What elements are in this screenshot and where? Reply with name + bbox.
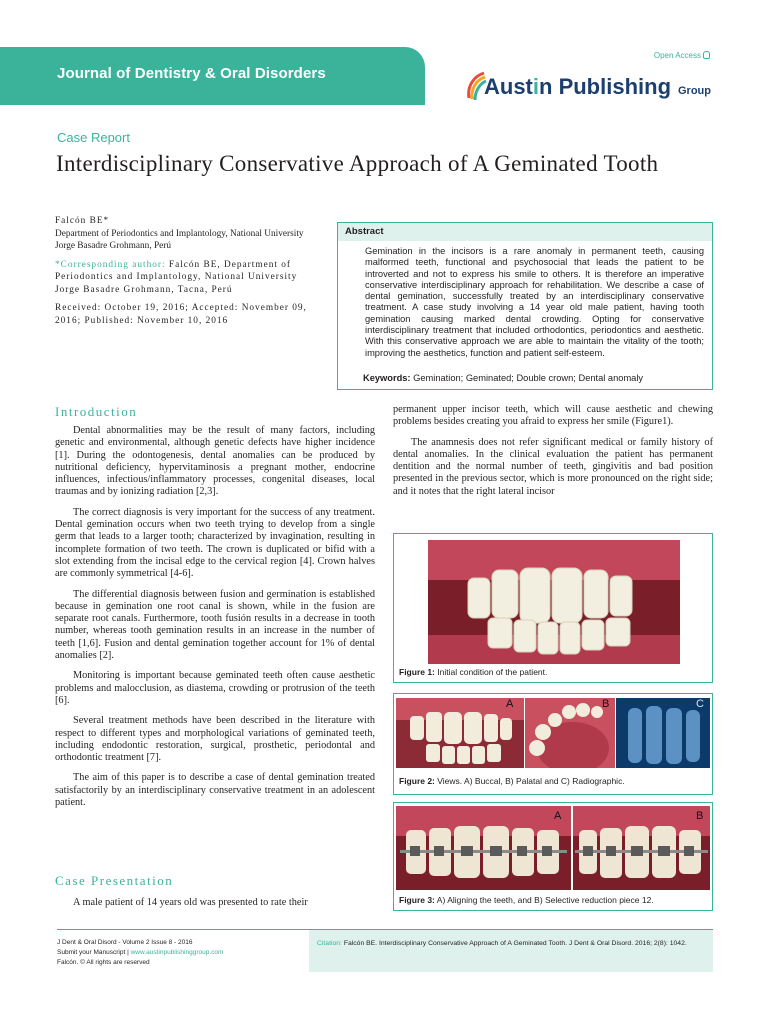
figure-3 <box>393 802 713 911</box>
figure-3-aligning-photo <box>396 806 571 890</box>
figure-1-photo <box>428 540 680 664</box>
paragraph: The aim of this paper is to describe a case of dental gemination treated satisfactorily by an interdisciplinary conservative treatment in an adolescent patient. <box>55 772 375 809</box>
figure-3-caption: Figure 3: A) Aligning the teeth, and B) Selective reduction piece 12. <box>399 895 654 905</box>
paragraph: permanent upper incisor teeth, which will cause aesthetic and chewing problems besides creating you afraid to express her smile (Figure1). <box>393 404 713 428</box>
left-column <box>55 425 375 817</box>
open-lock-icon <box>703 51 710 59</box>
figure-1 <box>393 533 713 683</box>
right-column <box>393 404 713 506</box>
footer-journal-info <box>57 938 309 968</box>
article-title: Interdisciplinary Conservative Approach of A Geminated Tooth <box>56 151 659 176</box>
footer-submit: Submit your Manuscript | www.austinpublishinggroup.com <box>57 949 224 956</box>
submit-url-link[interactable]: www.austinpublishinggroup.com <box>130 949 224 956</box>
figure-3-reduction-photo <box>573 806 710 890</box>
footer-copyright: Falcón. © All rights are reserved <box>57 959 150 966</box>
figure-2-caption: Figure 2: Views. A) Buccal, B) Palatal and C) Radiographic. <box>399 776 625 786</box>
keywords: Keywords: Gemination; Geminated; Double crown; Dental anomaly <box>363 373 644 383</box>
journal-name: Journal of Dentistry & Oral Disorders <box>57 65 326 82</box>
publisher-name: Austin Publishing <box>484 74 672 99</box>
paragraph: Monitoring is important because geminated teeth often cause aesthetic problems and malocclusion, as diastema, crowding or protrusion of the teeth [6]. <box>55 670 375 706</box>
author-block <box>55 215 325 327</box>
open-access-label: Open Access <box>653 51 701 60</box>
abstract-heading: Abstract <box>338 223 712 241</box>
paragraph: The correct diagnosis is very important for the success of any treatment. Dental gemination occurs when two teeth trying to develop from a single germ that leads to a larger tooth; characterized by invagination, resulting in incomplete formation of two teeth. The crown is duplicated or bifid with a slot extending from the incisal edge to the cervical region [4]. Crown halves are commonly symmetrical [4-6]. <box>55 506 375 580</box>
figure-2-letter-c: C <box>696 698 704 710</box>
corresponding-author: *Corresponding author: Falcón BE, Department of Periodontics and Implantology, National University Jorge Basadre Grohmann, Tacna, Perú <box>55 259 298 295</box>
footer-citation: Citation: Falcón BE. Interdisciplinary Conservative Approach of A Geminated Tooth. J Dent & Oral Disord. 2016; 2(8): 1042. <box>309 930 713 972</box>
introduction-heading: Introduction <box>55 404 138 419</box>
open-access-badge <box>654 51 710 60</box>
figure-2-letter-b: B <box>602 698 610 710</box>
page-footer <box>57 929 713 971</box>
article-dates: Received: October 19, 2016; Accepted: November 09, 2016; Published: November 10, 2016 <box>55 303 307 326</box>
paragraph: Several treatment methods have been described in the literature with respect to different types and morphological variations of geminated teeth, including endodontic restoration, surgical, prosthetic, periodontal and orthodontic treatment [7]. <box>55 715 375 764</box>
abstract-text: Gemination in the incisors is a rare anomaly in permanent teeth, causing malformed teeth, functional and psychosocial that leads the patient to be introverted and not to express his smile to others. It is therefore an imperative conservative interdisciplinary approach for rehabilitation. We describe a case of dental gemination, successfully treated by an interdisciplinary conservative treatment. A case study involving a 14 year old male patient, having tooth gemination causing marked dental crowding. Opting for conservative interdisciplinary treatment that included orthodontics, periodontics and aesthetic. With this conservative approach we are able to maintain the vitality of the tooth; improving the aesthetics, function and patient self-esteem. <box>365 246 704 358</box>
figure-2-letter-a: A <box>506 698 514 710</box>
case-presentation-heading: Case Presentation <box>55 873 174 888</box>
figure-2 <box>393 693 713 795</box>
figure-3-letter-a: A <box>554 810 562 822</box>
author-name: Falcón BE* <box>55 216 110 226</box>
publisher-group: Group <box>678 85 711 97</box>
abstract-box <box>337 222 713 390</box>
article-type: Case Report <box>57 130 130 145</box>
figure-3-letter-b: B <box>696 810 704 822</box>
author-affiliation: Department of Periodontics and Implantology, National University Jorge Basadre Grohmann, Perú <box>55 228 304 251</box>
case-paragraph: A male patient of 14 years old was presented to rate their <box>73 897 308 908</box>
figure-2-buccal-photo <box>396 698 524 768</box>
paragraph: The anamnesis does not refer significant medical or family history of dental anomalies. In the clinical evaluation the patient has permanent dentition and the normal number of teeth, gingivitis and bad position presented in the previous sector, which is more pronounced on the right side; and it notes that the right lateral incisor <box>393 436 713 497</box>
footer-journal-line: J Dent & Oral Disord - Volume 2 Issue 8 - 2016 <box>57 939 193 946</box>
paragraph: Dental abnormalities may be the result of many factors, including genetic and environmental, although genetic defects have higher incidence [1]. During the odontogenesis, dental anomalies can be produced by nutritional deficiency, hypervitaminosis a pregnant mother, endocrine influences, infectious/inflammatory processes, congenital diseases, local traumas and by ionizing radiation [2,3]. <box>55 425 375 498</box>
paragraph: The differential diagnosis between fusion and germination is established because in gemination one root canal is shown, while in the fusion are separate root canals. Furthermore, tooth fusión results in a decrease in tooth number, whereas tooth gemination results in an increase in the number of teeth [1,6]. Fusion and dental gemination together account for 1% of dental anomalies [2]. <box>55 588 375 662</box>
figure-1-caption: Figure 1: Initial condition of the patient. <box>399 667 548 677</box>
